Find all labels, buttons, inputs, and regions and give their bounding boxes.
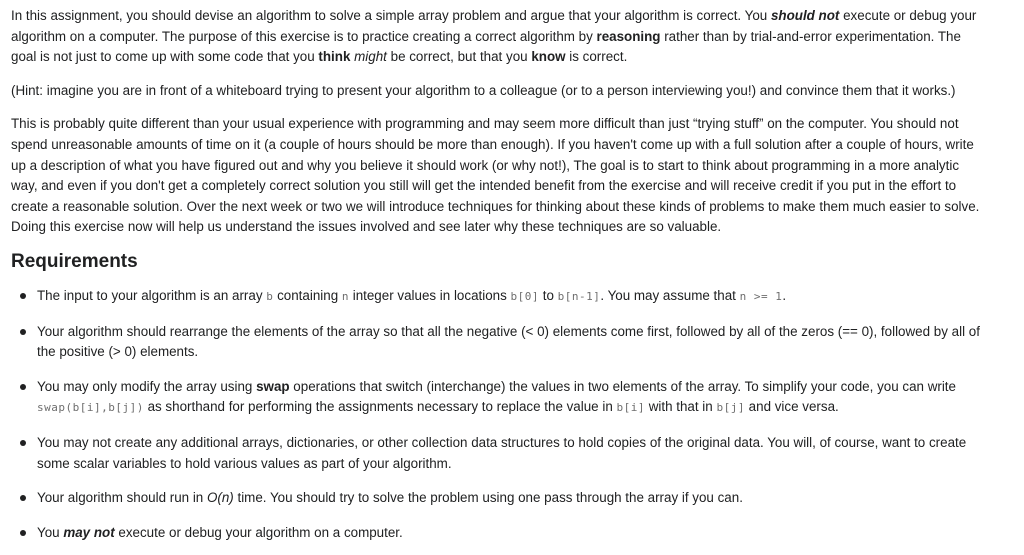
- reasoning-emphasis: reasoning: [596, 28, 661, 44]
- think-emphasis: think: [318, 49, 351, 65]
- requirement-item-swap: You may only modify the array using swap operations that switch (interchange) the values in two elements of the array. To simplify your code, you can write swap(b[i],b[j]) as shorthand for performing the assignments necessary to replace the value in b[i] with that in b[j] and vice versa.: [11, 377, 986, 419]
- intro-paragraph-1: In this assignment, you should devise an algorithm to solve a simple array problem and argue that your algorithm is correct. You should not execute or debug your algorithm on a computer. The purpose of this exercise is to practice creating a correct algorithm by reasoning rather than by trial-and-error experimentation. The goal is not just to come up with some code that you think might be correct, but that you know is correct.: [11, 8, 977, 65]
- may-not-emphasis: may not: [63, 524, 115, 540]
- requirement-item-input: The input to your algorithm is an array b containing n integer values in locations b[0] to b[n-1]. You may assume that n >= 1.: [11, 286, 986, 308]
- requirement-item-no-arrays: You may not create any additional arrays, dictionaries, or other collection data structures to hold copies of the original data. You will, of course, want to create some scalar variables to hold various values as part of your algorithm.: [11, 433, 986, 474]
- swap-emphasis: swap: [256, 378, 290, 394]
- requirement-item-runtime: Your algorithm should run in O(n) time. You should try to solve the problem using one pass through the array if you can.: [11, 488, 986, 509]
- requirements-list: [11, 286, 986, 543]
- intro-paragraph-3: This is probably quite different than your usual experience with programming and may seem more difficult than just “trying stuff” on the computer. You should not spend unreasonable amounts of time on it (a couple of hours should be more than enough). If you haven't come up with a full solution after a couple of hours, write up a description of what you have figured out and why you believe it should work (or why not!), The goal is to start to think about programming in a more analytic way, and even if you don't get a completely correct solution you still will get the intended benefit from the exercise and will receive credit if you put in the effort to create a reasonable solution. Over the next week or two we will introduce techniques for thinking about these kinds of problems to make them much easier to solve. Doing this exercise now will help us understand the issues involved and see later why these techniques are so valuable.: [11, 116, 980, 235]
- bullet-icon: [20, 329, 26, 335]
- might-emphasis: might: [354, 49, 387, 65]
- requirement-item-rearrange: Your algorithm should rearrange the elements of the array so that all the negative (< 0) elements come first, followed by all of the zeros (== 0), followed by all of the positive (> 0) elements.: [11, 322, 986, 363]
- should-not-emphasis: should not: [770, 8, 840, 23]
- bullet-icon: [20, 440, 26, 446]
- bullet-icon: [20, 293, 26, 299]
- bullet-icon: [20, 530, 26, 536]
- big-o-notation: O(n): [206, 490, 234, 506]
- know-emphasis: know: [531, 49, 566, 65]
- hint-paragraph: (Hint: imagine you are in front of a whiteboard trying to present your algorithm to a colleague (or to a person interviewing you!) and convince them that it works.): [11, 82, 956, 98]
- requirement-item-no-execute: You may not execute or debug your algorithm on a computer.: [11, 523, 986, 544]
- requirements-heading: Requirements: [11, 250, 138, 272]
- bullet-icon: [20, 384, 26, 390]
- bullet-icon: [20, 495, 26, 501]
